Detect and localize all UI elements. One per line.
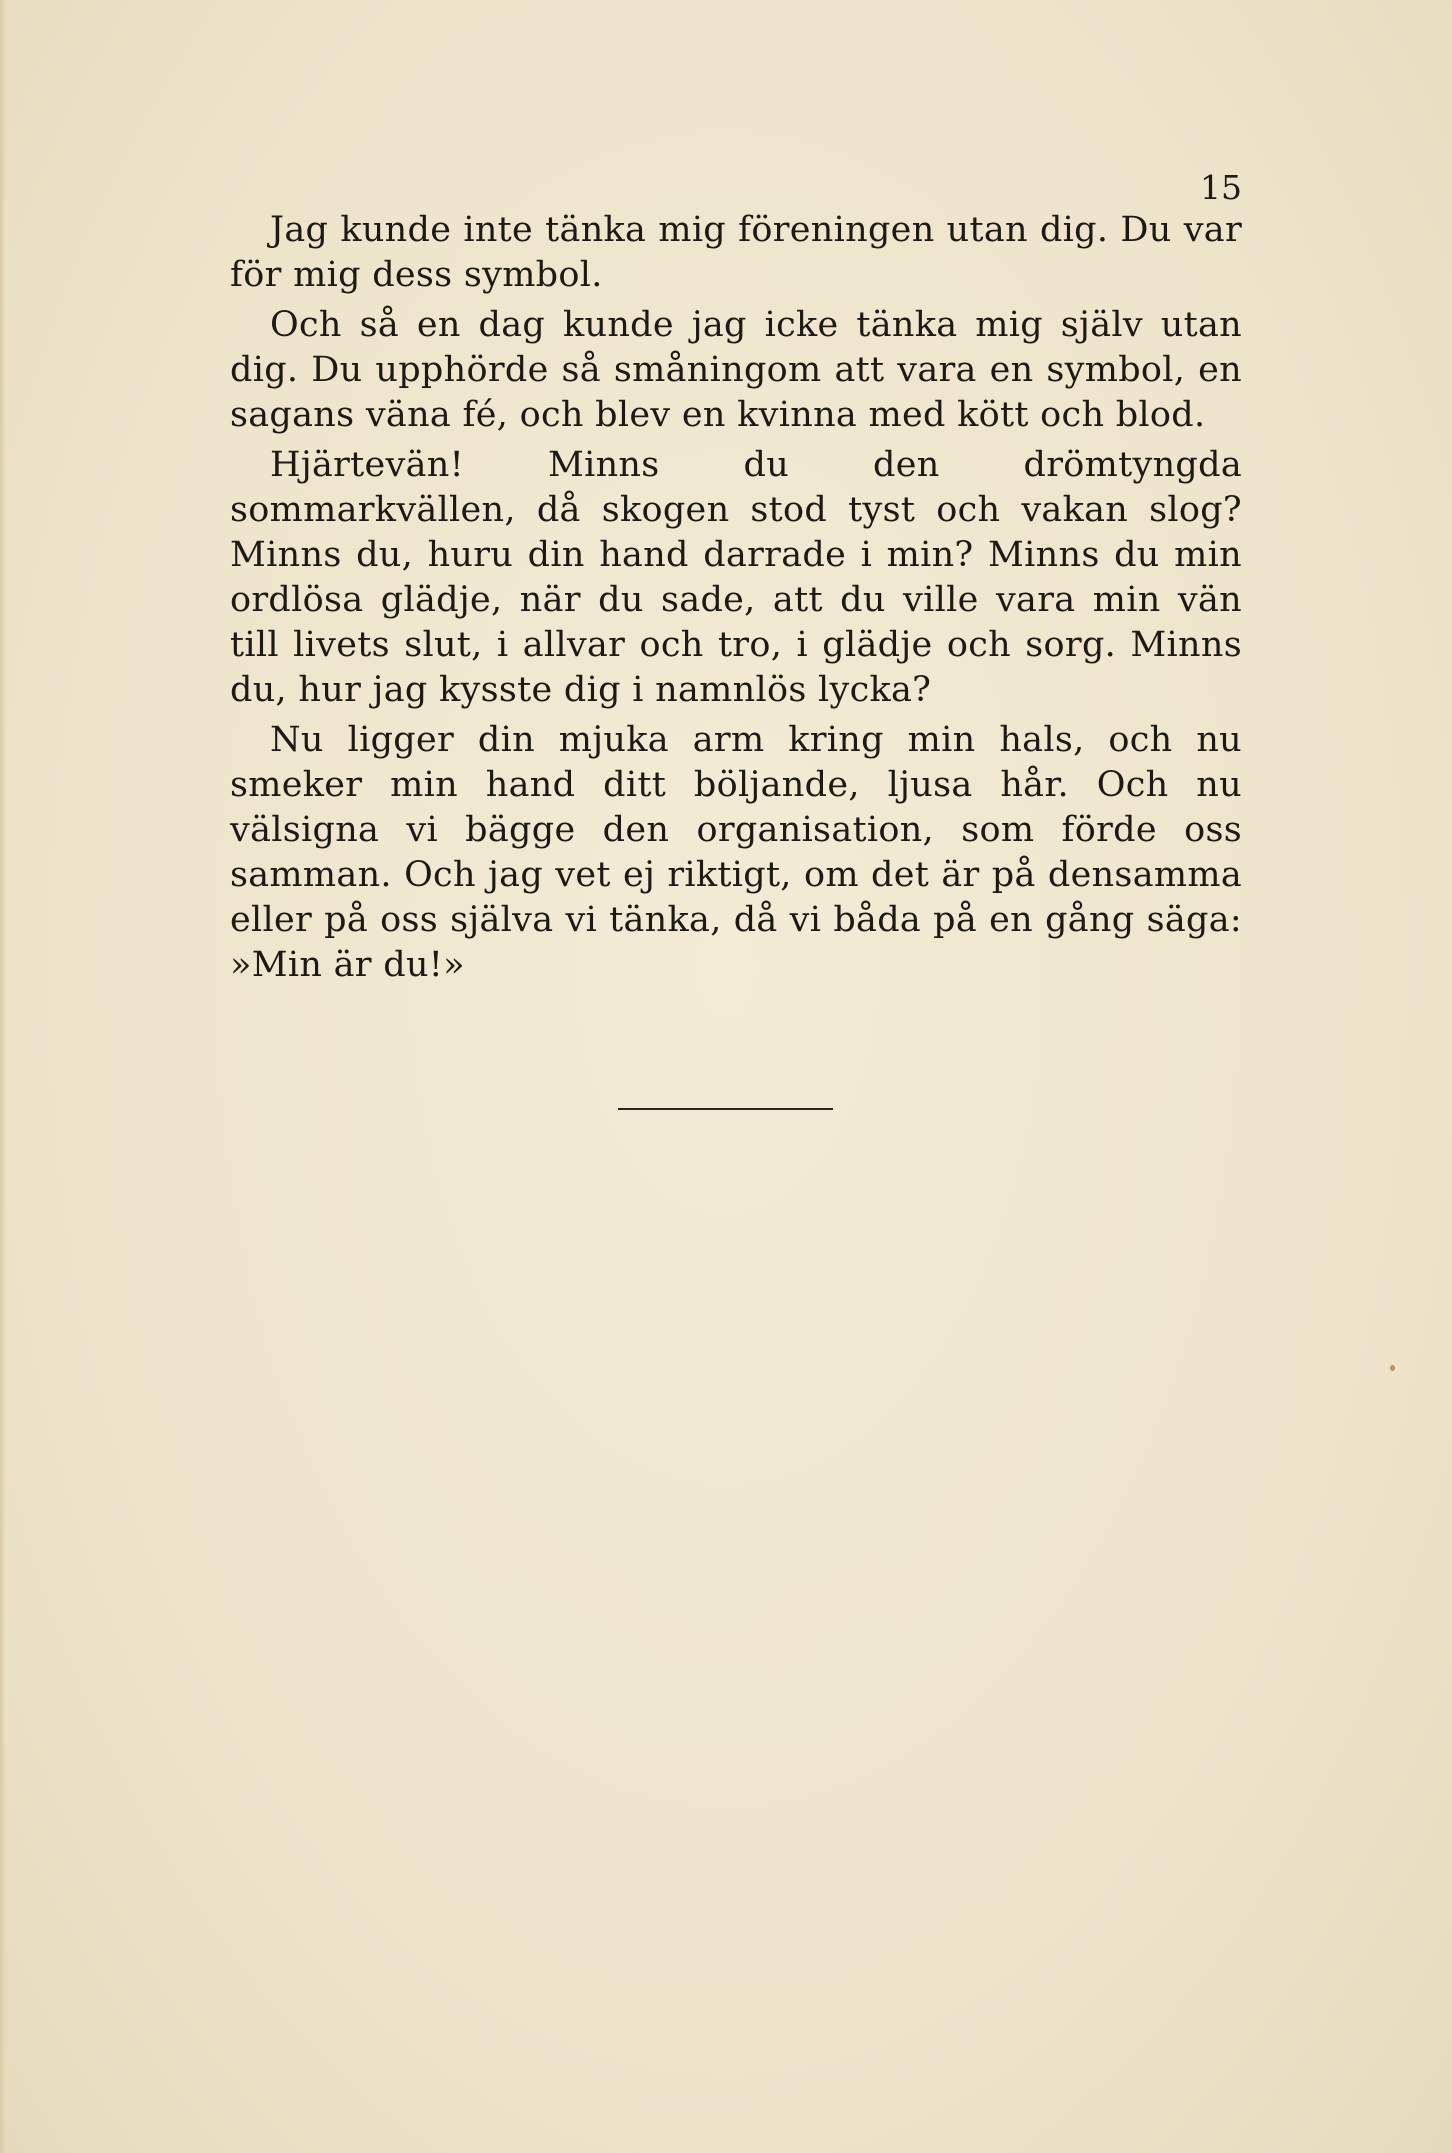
paragraph-3: Hjärtevän! Minns du den drömtyngda sommarkvällen, då skogen stod tyst och vakan slog? Minns du, huru din hand darrade i min? Minns du min ordlösa glädje, när du sade, att du ville vara min vän till livets slut, i allvar och tro, i glädje och sorg. Minns du, hur jag kysste dig i namnlös lycka? [230,445,1242,710]
body-text [230,208,1242,993]
paragraph-1: Jag kunde inte tänka mig föreningen utan dig. Du var för mig dess symbol. [230,210,1242,295]
page-edge-shadow [0,0,6,2153]
paragraph-4: Nu ligger din mjuka arm kring min hals, och nu smeker min hand ditt böljande, ljusa hår. Och nu välsigna vi bägge den organisation, som förde oss samman. Och jag vet ej riktigt, om det är på densamma eller på oss själva vi tänka, då vi båda på en gång säga: »Min är du!» [230,720,1242,985]
page-number: 15 [1200,168,1242,207]
section-divider [618,1108,833,1110]
paragraph-2: Och så en dag kunde jag icke tänka mig själv utan dig. Du upphörde så småningom att vara en symbol, en sagans väna fé, och blev en kvinna med kött och blod. [230,305,1242,435]
paper-speck [1390,1365,1395,1371]
